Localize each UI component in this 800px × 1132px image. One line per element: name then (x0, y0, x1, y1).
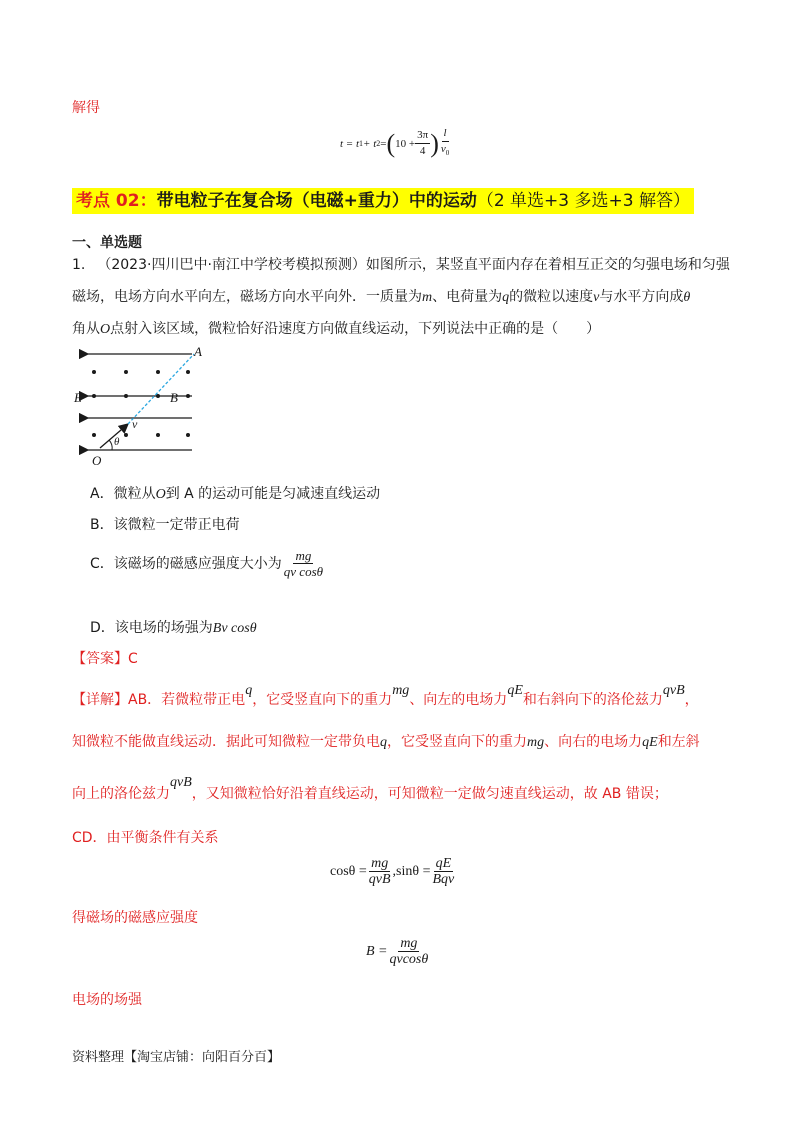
option-d: D．该电场的场强为Bv cosθ (90, 620, 257, 636)
section-heading: 考点 02：带电粒子在复合场（电磁+重力）中的运动（2 单选+3 多选+3 解答） (72, 188, 694, 214)
detail-line-1: 【详解】AB．若微粒带正电q，它受竖直向下的重力mg、向左的电场力qE和右斜向下的洛伦兹力qvB， (72, 683, 699, 708)
detail-line-2: 知微粒不能做直线运动．据此可知微粒一定带负电q，它受竖直向下的重力mg、向右的电场力qE和左斜 (72, 734, 700, 750)
label-A: A (194, 344, 202, 359)
label-theta: θ (114, 436, 120, 448)
magnetic-induction-label: 得磁场的磁感应强度 (72, 910, 198, 926)
pi-fraction: $\frac{3\pi}{4}$ (417, 129, 429, 158)
equilibrium-equation: cosθ = $\frac{mg}{\text{qvB}}$ ,sinθ = $\frac{qE}{\text{Bqv}}$ (330, 856, 455, 887)
answer-label: 【答案】C (72, 651, 138, 667)
subsection-title: 一、单选题 (72, 235, 142, 251)
b-equation: B = $\frac{mg}{qvcos\theta}$ (366, 936, 429, 967)
question-line-1: 1. （2023·四川巴中·南江中学校考模拟预测）如图所示，某竖直平面内存在着相互正交的匀强电场和匀强 (72, 257, 730, 273)
l-over-v0: $\frac{l}{v_0}$ (440, 127, 450, 158)
footer-text: 资料整理【淘宝店铺：向阳百分百】 (72, 1050, 281, 1065)
option-b: B．该微粒一定带正电荷 (90, 517, 240, 533)
label-v: v (132, 417, 138, 431)
question-line-2: 磁场，电场方向水平向左，磁场方向水平向外．一质量为m、电荷量为q的微粒以速度v与水平方向成θ (72, 289, 691, 305)
option-c: C．该磁场的磁感应强度大小为 $\frac{mg}{\text{qv cosθ}}$ (90, 548, 324, 579)
question-line-3: 角从O点射入该区域，微粒恰好沿速度方向做直线运动，下列说法中正确的是（ ） (72, 321, 601, 337)
field-diagram (70, 344, 210, 470)
option-a: A．微粒从O到 A 的运动可能是匀减速直线运动 (90, 486, 381, 502)
option-c-fraction: $\frac{mg}{\text{qv cosθ}}$ (283, 548, 324, 579)
label-E: E (74, 390, 82, 405)
label-O: O (92, 453, 102, 468)
detail-cd: CD．由平衡条件有关系 (72, 830, 219, 846)
detail-line-3: 向上的洛伦兹力qvB，又知微粒恰好沿着直线运动，可知微粒一定做匀速直线运动，故 AB 错误； (72, 775, 668, 802)
label-B: B (170, 390, 178, 405)
trajectory-dashed (128, 354, 194, 424)
time-equation: t = t 1 + t 2 = ( 10 + $\frac{3\pi}{4}$ ) $\frac{l}{v_0}$ (340, 126, 451, 161)
solved-label: 解得 (72, 100, 100, 116)
angle-arc (109, 440, 112, 450)
electric-field-label: 电场的场强 (72, 992, 142, 1008)
